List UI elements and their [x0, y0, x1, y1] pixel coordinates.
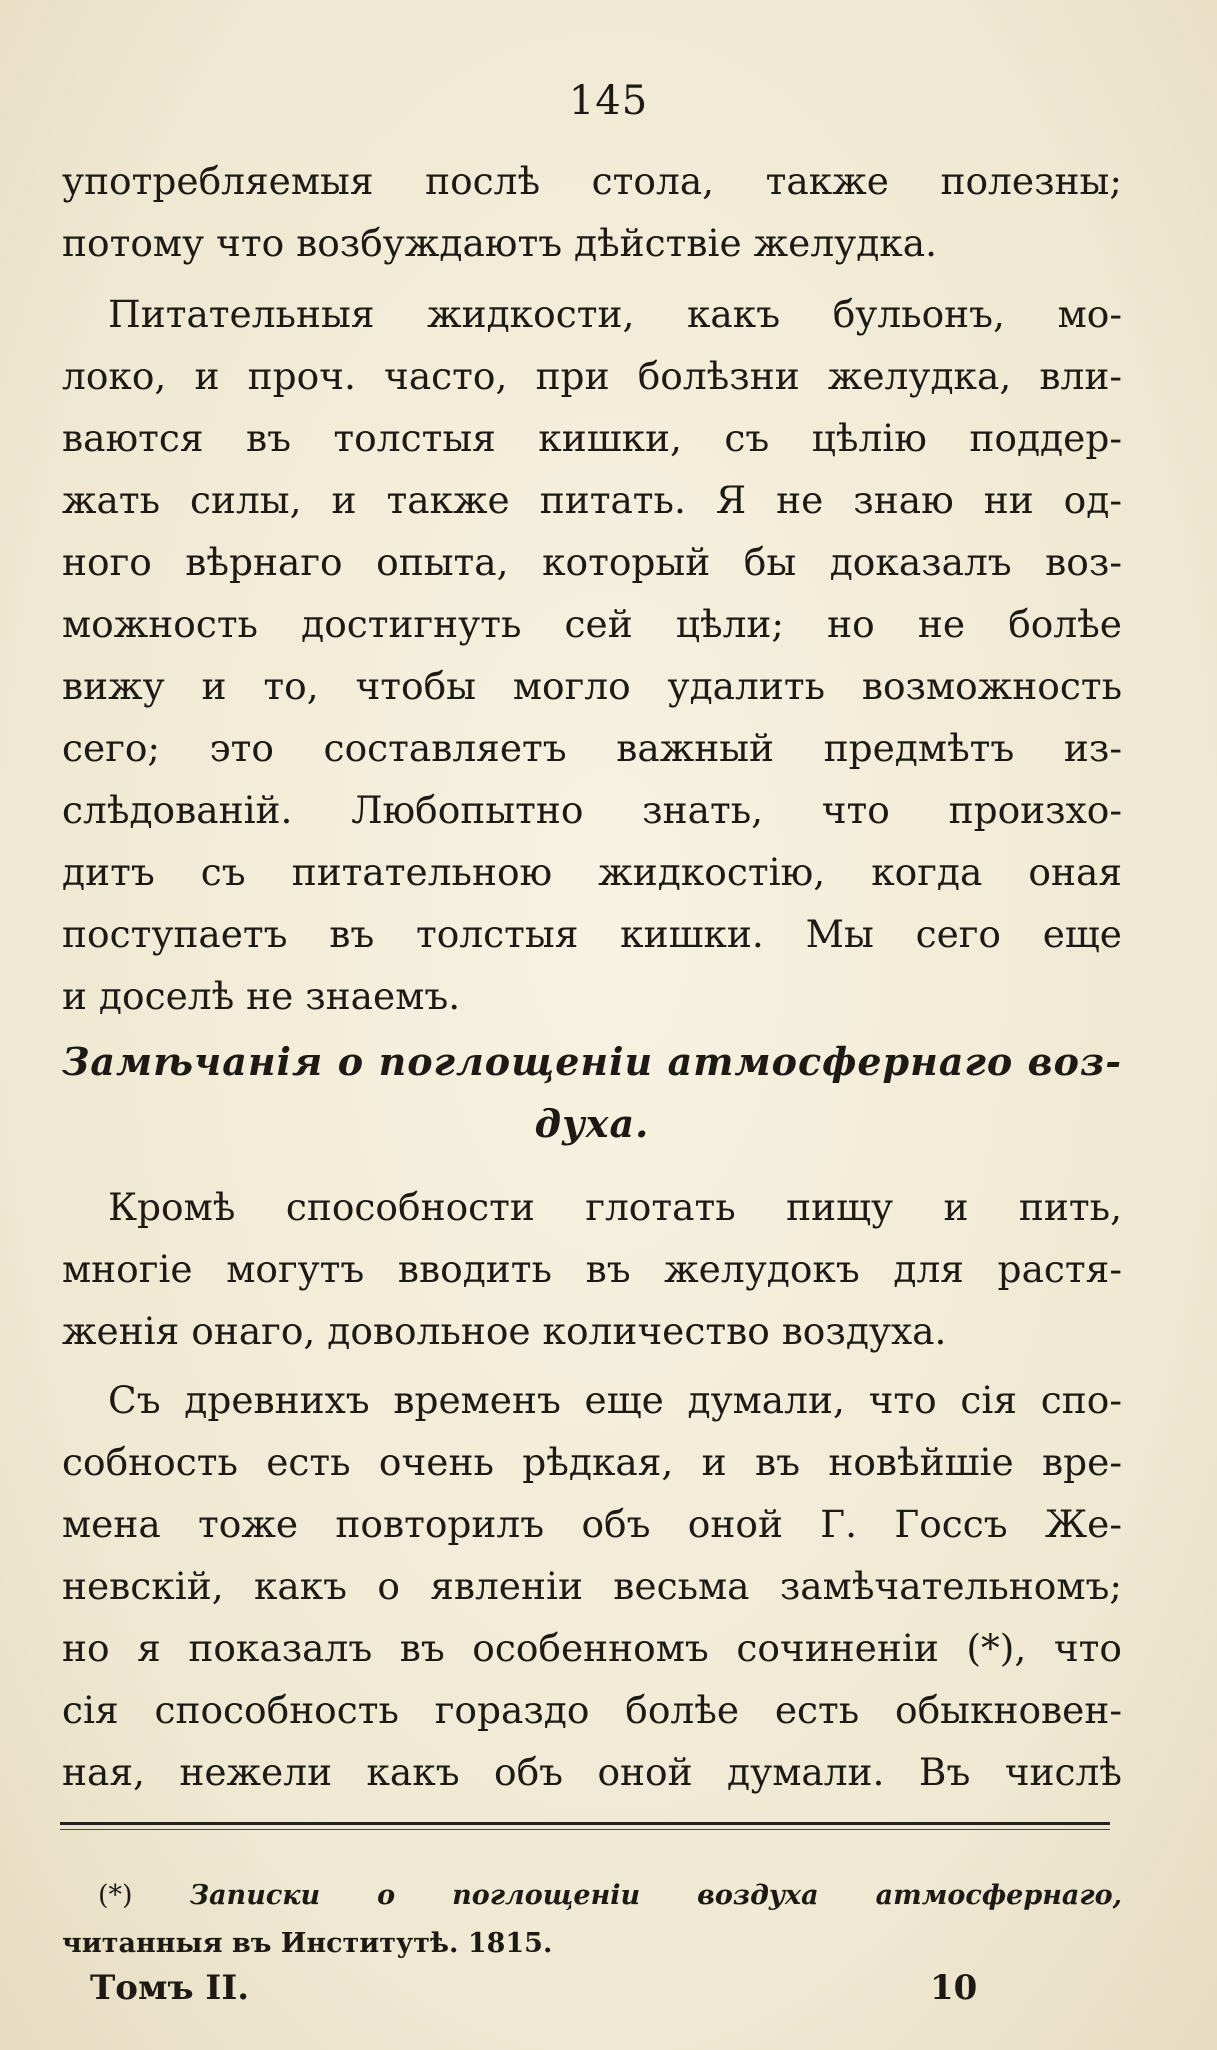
heading-line: духа. [534, 1101, 650, 1146]
text-line: ваются въ толстыя кишки, съ цѣлію поддер- [62, 416, 1122, 460]
text-line: поступаетъ въ толстыя кишки. Мы сего еще [62, 912, 1122, 956]
text-line: Съ древнихъ временъ еще думали, что сія спо- [108, 1378, 1122, 1422]
text-line: локо, и проч. часто, при болѣзни желудка, вли- [62, 354, 1122, 398]
text-line: жать силы, и также питать. Я не знаю ни од- [62, 478, 1122, 522]
text-line: можность достигнуть сей цѣли; но не болѣе [62, 602, 1122, 646]
text-line: дитъ съ питательною жидкостію, когда оная [62, 850, 1122, 894]
text-line: ного вѣрнаго опыта, который бы доказалъ воз- [62, 540, 1122, 584]
text-line: употребляемыя послѣ стола, также полезны; [62, 159, 1122, 203]
heading-line: Замѣчанія о поглощеніи атмосфернаго воз- [62, 1039, 1122, 1084]
footnote-marker: (*) [98, 1880, 133, 1911]
text-line: Питательныя жидкости, какъ бульонъ, мо- [108, 292, 1122, 336]
text-block-top [62, 150, 1122, 274]
footnote-line: читанныя въ Институтѣ. 1815. [62, 1928, 553, 1959]
paragraph [62, 1176, 1122, 1362]
text-line: многіе могутъ вводить въ желудокъ для растя- [62, 1247, 1122, 1291]
section-heading [62, 1031, 1122, 1155]
page-number: 145 [568, 78, 649, 124]
footnote-rule-thin [60, 1829, 1110, 1830]
text-line: сія способность гораздо болѣе есть обыкновен- [62, 1688, 1122, 1732]
text-line: потому что возбуждаютъ дѣйствіе желудка. [62, 221, 938, 265]
paragraph [62, 1369, 1122, 1803]
text-line: но я показалъ въ особенномъ сочиненіи (*), что [62, 1626, 1122, 1670]
text-line: мена тоже повторилъ объ оной Г. Госсъ Же- [62, 1502, 1122, 1546]
paragraph [62, 283, 1122, 1027]
sheet-number: 10 [930, 1968, 978, 2008]
text-line: слѣдованій. Любопытно знать, что произхо- [62, 788, 1122, 832]
footnote-line [62, 1872, 1122, 1920]
text-line: вижу и то, чтобы могло удалить возможность [62, 664, 1122, 708]
text-line: сего; это составляетъ важный предмѣтъ из- [62, 726, 1122, 770]
text-line: ная, нежели какъ объ оной думали. Въ числѣ [62, 1750, 1122, 1794]
text-line: Кромѣ способности глотать пищу и пить, [108, 1185, 1122, 1229]
text-line: женія онаго, довольное количество воздуха. [62, 1309, 947, 1353]
footnote-rule [60, 1822, 1110, 1825]
text-line: невскій, какъ о явленіи весьма замѣчательномъ; [62, 1564, 1122, 1608]
footnote [62, 1872, 1122, 1968]
text-line: собность есть очень рѣдкая, и въ новѣйшіе вре- [62, 1440, 1122, 1484]
text-line: и доселѣ не знаемъ. [62, 974, 461, 1018]
footnote-title: Записки о поглощеніи воздуха атмосфернаго, [189, 1880, 1123, 1911]
volume-label: Томъ II. [90, 1968, 250, 2008]
